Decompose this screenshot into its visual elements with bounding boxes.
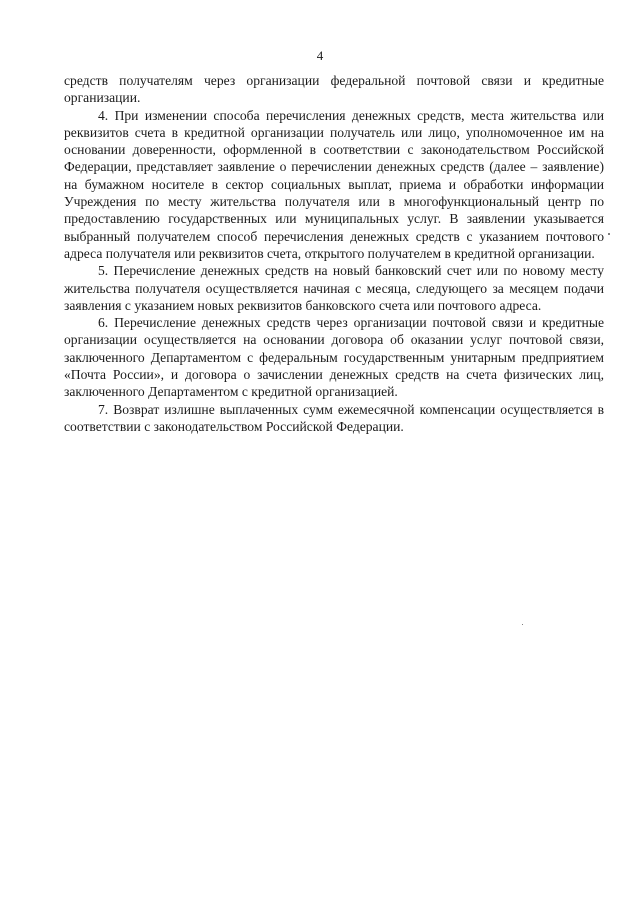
page-number: 4 (316, 48, 324, 63)
paragraph-7: 7. Возврат излишне выплаченных сумм ежемесячной компенсации осуществляется в соответствии с законодательством Российской Федерации. (64, 401, 604, 434)
paragraph-6: 6. Перечисление денежных средств через организации почтовой связи и кредитные организации осуществляется на основании договора об оказании услуг почтовой связи, заключенного Департаментом с федеральным государственным унитарным предприятием «Почта России», и договора о зачислении денежных средств на счета физических лиц, заключенного Департаментом с кредитной организацией. (64, 315, 604, 400)
scan-speck (608, 233, 610, 235)
document-body (64, 72, 604, 435)
paragraph-continuation: средств получателям через организации федеральной почтовой связи и кредитные организации. (64, 73, 604, 106)
scan-speck (522, 624, 523, 625)
paragraph-4: 4. При изменении способа перечисления денежных средств, места жительства или реквизитов счета в кредитной организации получатель или лицо, уполномоченное им на основании доверенности, оформленной в соответствии с законодательством Российской Федерации, представляет заявление о перечислении денежных средств (далее – заявление) на бумажном носителе в сектор социальных выплат, приема и обработки информации Учреждения по месту жительства получателя или в многофункциональный центр по предоставлению государственных или муниципальных услуг. В заявлении указывается выбранный получателем способ перечисления денежных средств с указанием почтового адреса получателя или реквизитов счета, открытого получателем в кредитной организации. (64, 107, 604, 261)
paragraph-5: 5. Перечисление денежных средств на новый банковский счет или по новому месту жительства получателя осуществляется начиная с месяца, следующего за месяцем подачи заявления с указанием новых реквизитов банковского счета или почтового адреса. (64, 263, 604, 313)
